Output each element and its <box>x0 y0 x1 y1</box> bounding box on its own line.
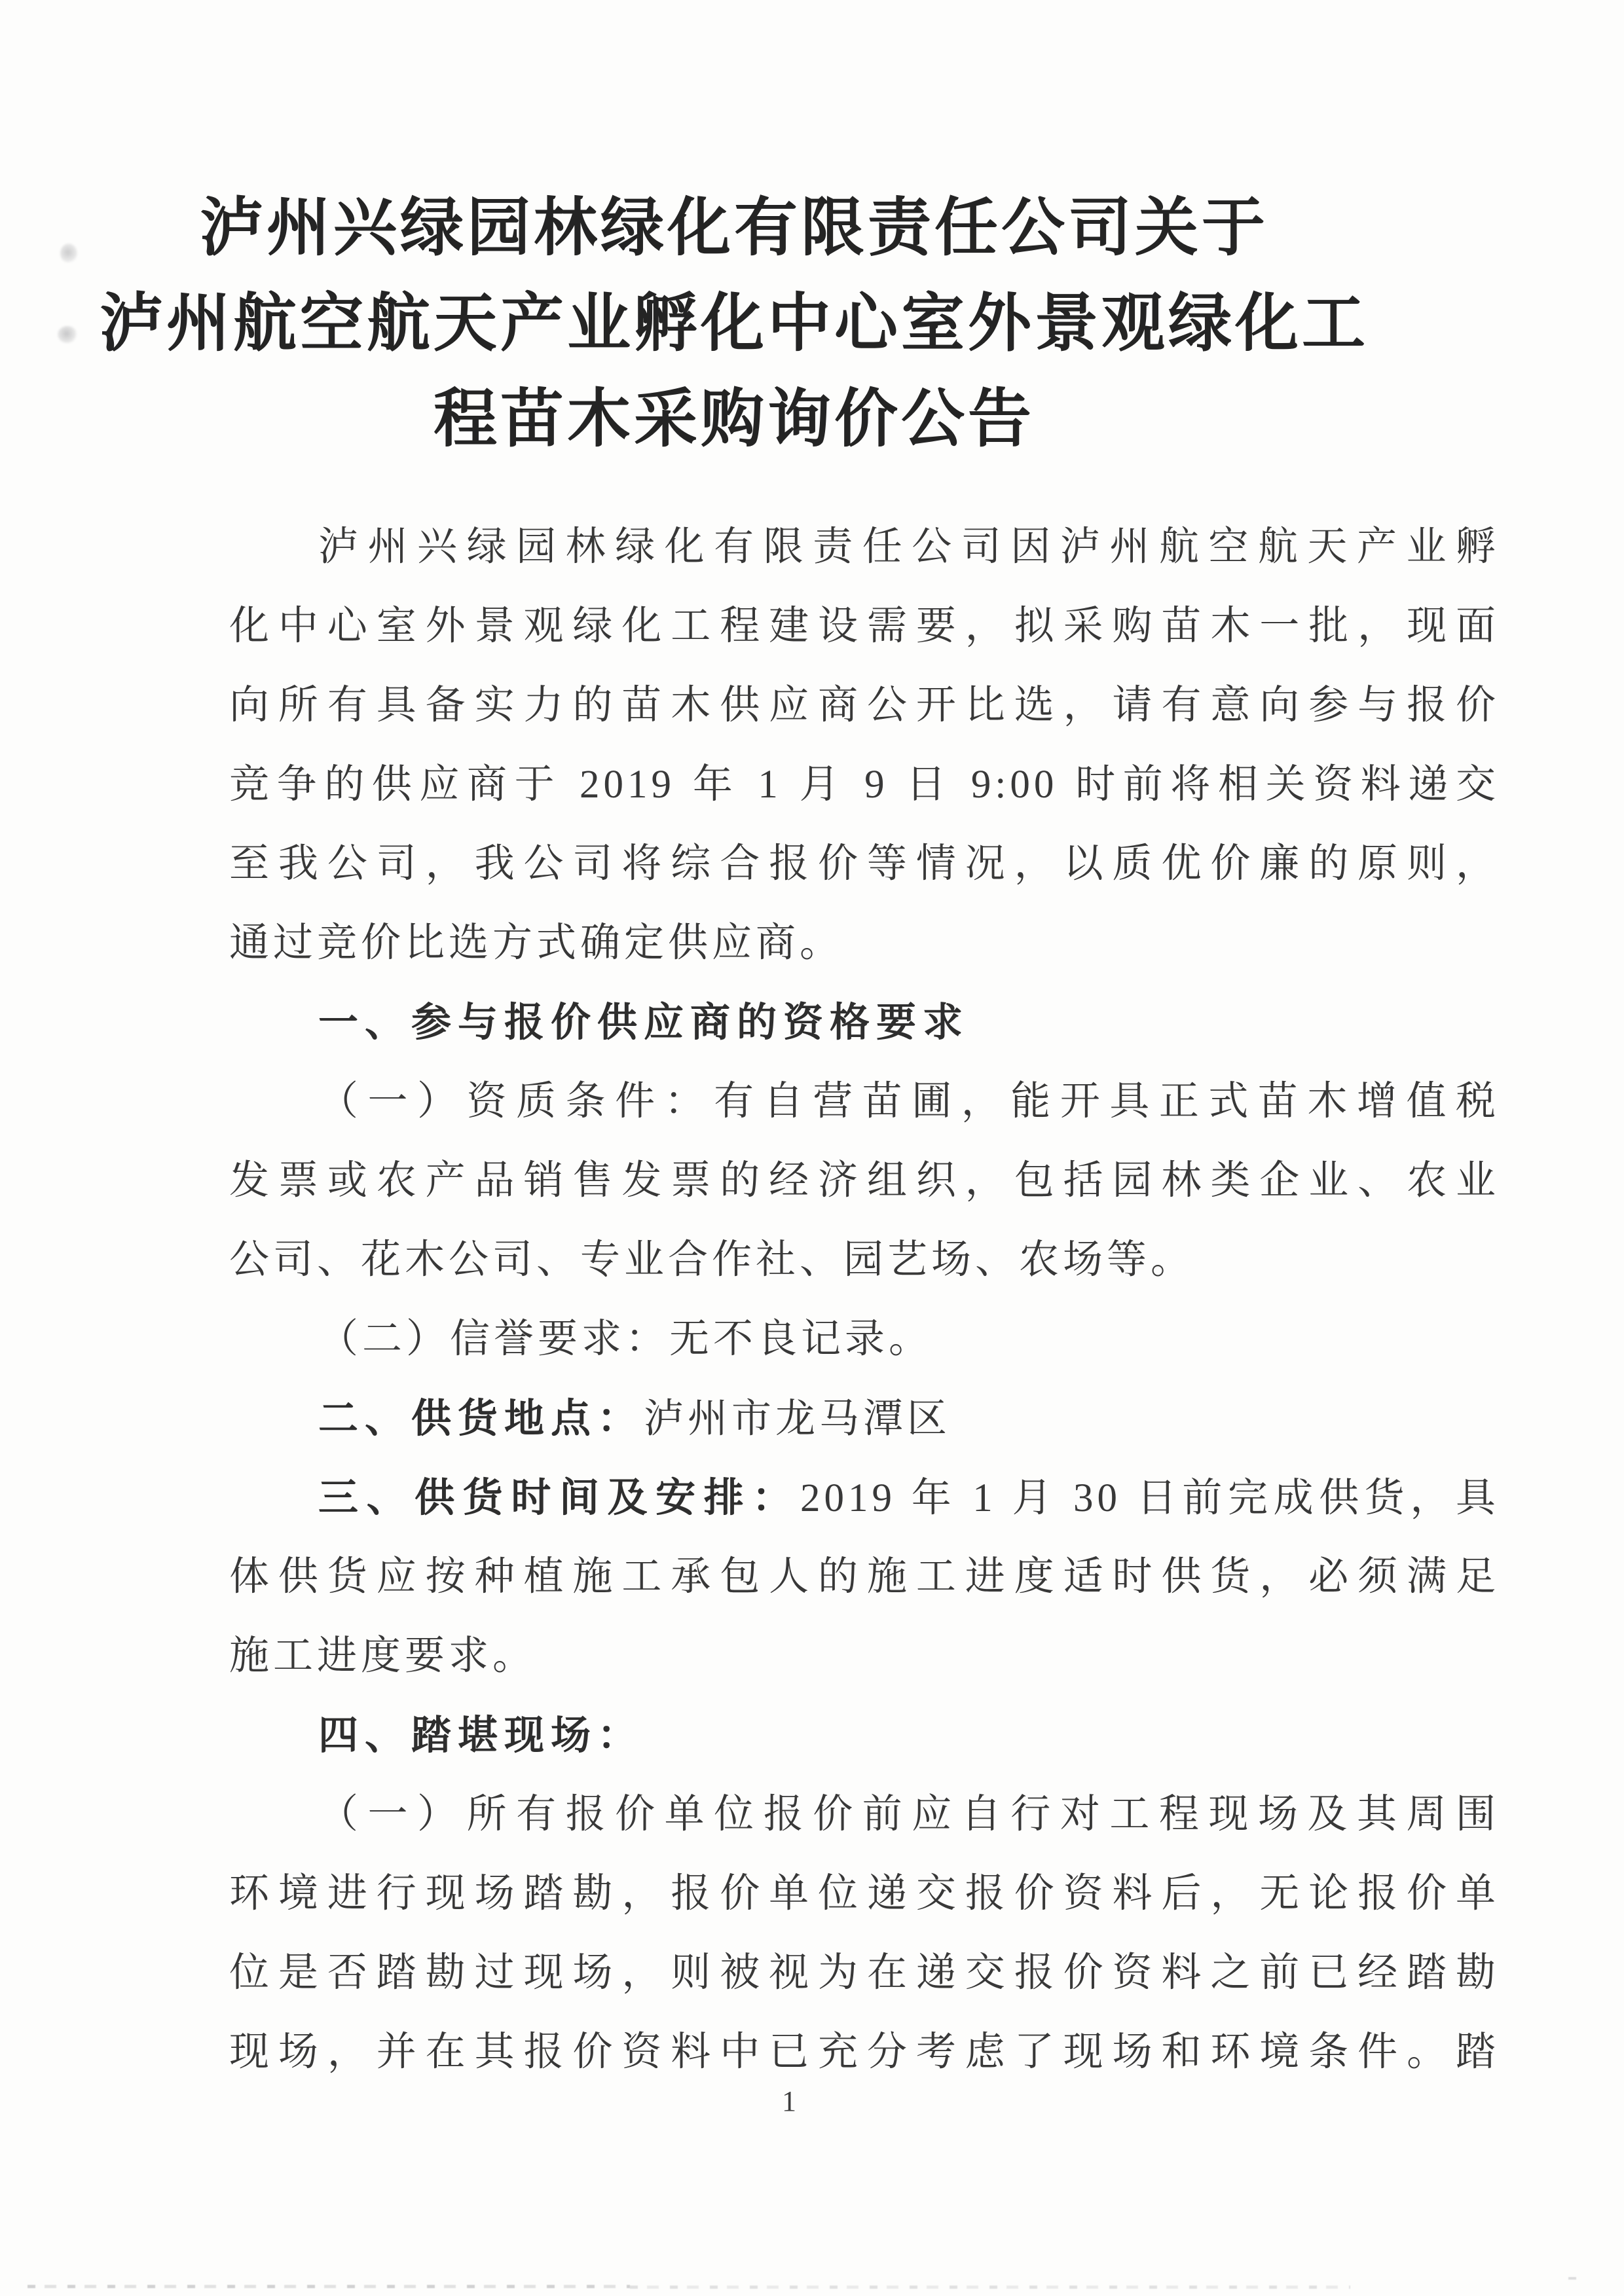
scan-edge-noise <box>1568 2277 1580 2280</box>
body-line: 环境进行现场踏勘，报价单位递交报价资料后，无论报价单 <box>229 1872 1500 1916</box>
heading-label: 二、供货地点： <box>318 1396 644 1440</box>
scan-edge-noise <box>630 2286 1350 2289</box>
body-line: 发票或农产品销售发票的经济组织，包括园林类企业、农业 <box>229 1159 1500 1203</box>
section-heading-3 <box>229 1458 1500 1537</box>
body-line: （一）所有报价单位报价前应自行对工程现场及其周围 <box>318 1793 1500 1836</box>
body-line: （一）资质条件：有自营苗圃，能开具正式苗木增值税 <box>318 1080 1500 1123</box>
scan-smudge-artifact <box>58 326 77 343</box>
body-line: 公司、花木公司、专业合作社、园艺场、农场等。 <box>229 1238 1195 1282</box>
body-line: （二）信誉要求：无不良记录。 <box>318 1317 933 1361</box>
document-title-line-1: 泸州兴绿园林绿化有限责任公司关于 <box>200 193 1268 263</box>
body-line: 泸州兴绿园林绿化有限责任公司因泸州航空航天产业孵 <box>318 525 1500 569</box>
heading-value: 2019 年 1 月 30 日前完成供货，具 <box>800 1476 1500 1520</box>
heading-label: 三、供货时间及安排： <box>318 1475 800 1520</box>
body-line: 位是否踏勘过现场，则被视为在递交报价资料之前已经踏勘 <box>229 1951 1500 1995</box>
body-line: 竞争的供应商于 2019 年 1 月 9 日 9:00 时前将相关资料递交 <box>229 763 1500 807</box>
section-heading-1: 一、参与报价供应商的资格要求 <box>318 1000 970 1044</box>
section-heading-4: 四、踏堪现场： <box>318 1713 644 1757</box>
heading-value: 泸州市龙马潭区 <box>644 1397 951 1441</box>
scan-smudge-artifact <box>60 244 77 263</box>
scan-edge-noise <box>28 2285 630 2288</box>
body-line: 体供货应按种植施工承包人的施工进度适时供货，必须满足 <box>229 1555 1500 1599</box>
body-line: 通过竞价比选方式确定供应商。 <box>229 921 844 965</box>
document-title <box>0 181 1624 467</box>
body-line: 现场，并在其报价资料中已充分考虑了现场和环境条件。踏 <box>229 2030 1500 2074</box>
document-body <box>229 507 1500 2092</box>
body-line: 化中心室外景观绿化工程建设需要，拟采购苗木一批，现面 <box>229 604 1500 648</box>
document-title-line-3: 程苗木采购询价公告 <box>434 384 1035 454</box>
body-line: 向所有具备实力的苗木供应商公开比选，请有意向参与报价 <box>229 683 1500 727</box>
document-title-line-2: 泸州航空航天产业孵化中心室外景观绿化工 <box>100 289 1369 359</box>
section-heading-2 <box>229 1379 1500 1458</box>
body-line: 施工进度要求。 <box>229 1634 537 1678</box>
page-number: 1 <box>782 2085 796 2117</box>
body-line: 至我公司，我公司将综合报价等情况，以质优价廉的原则， <box>229 842 1500 886</box>
